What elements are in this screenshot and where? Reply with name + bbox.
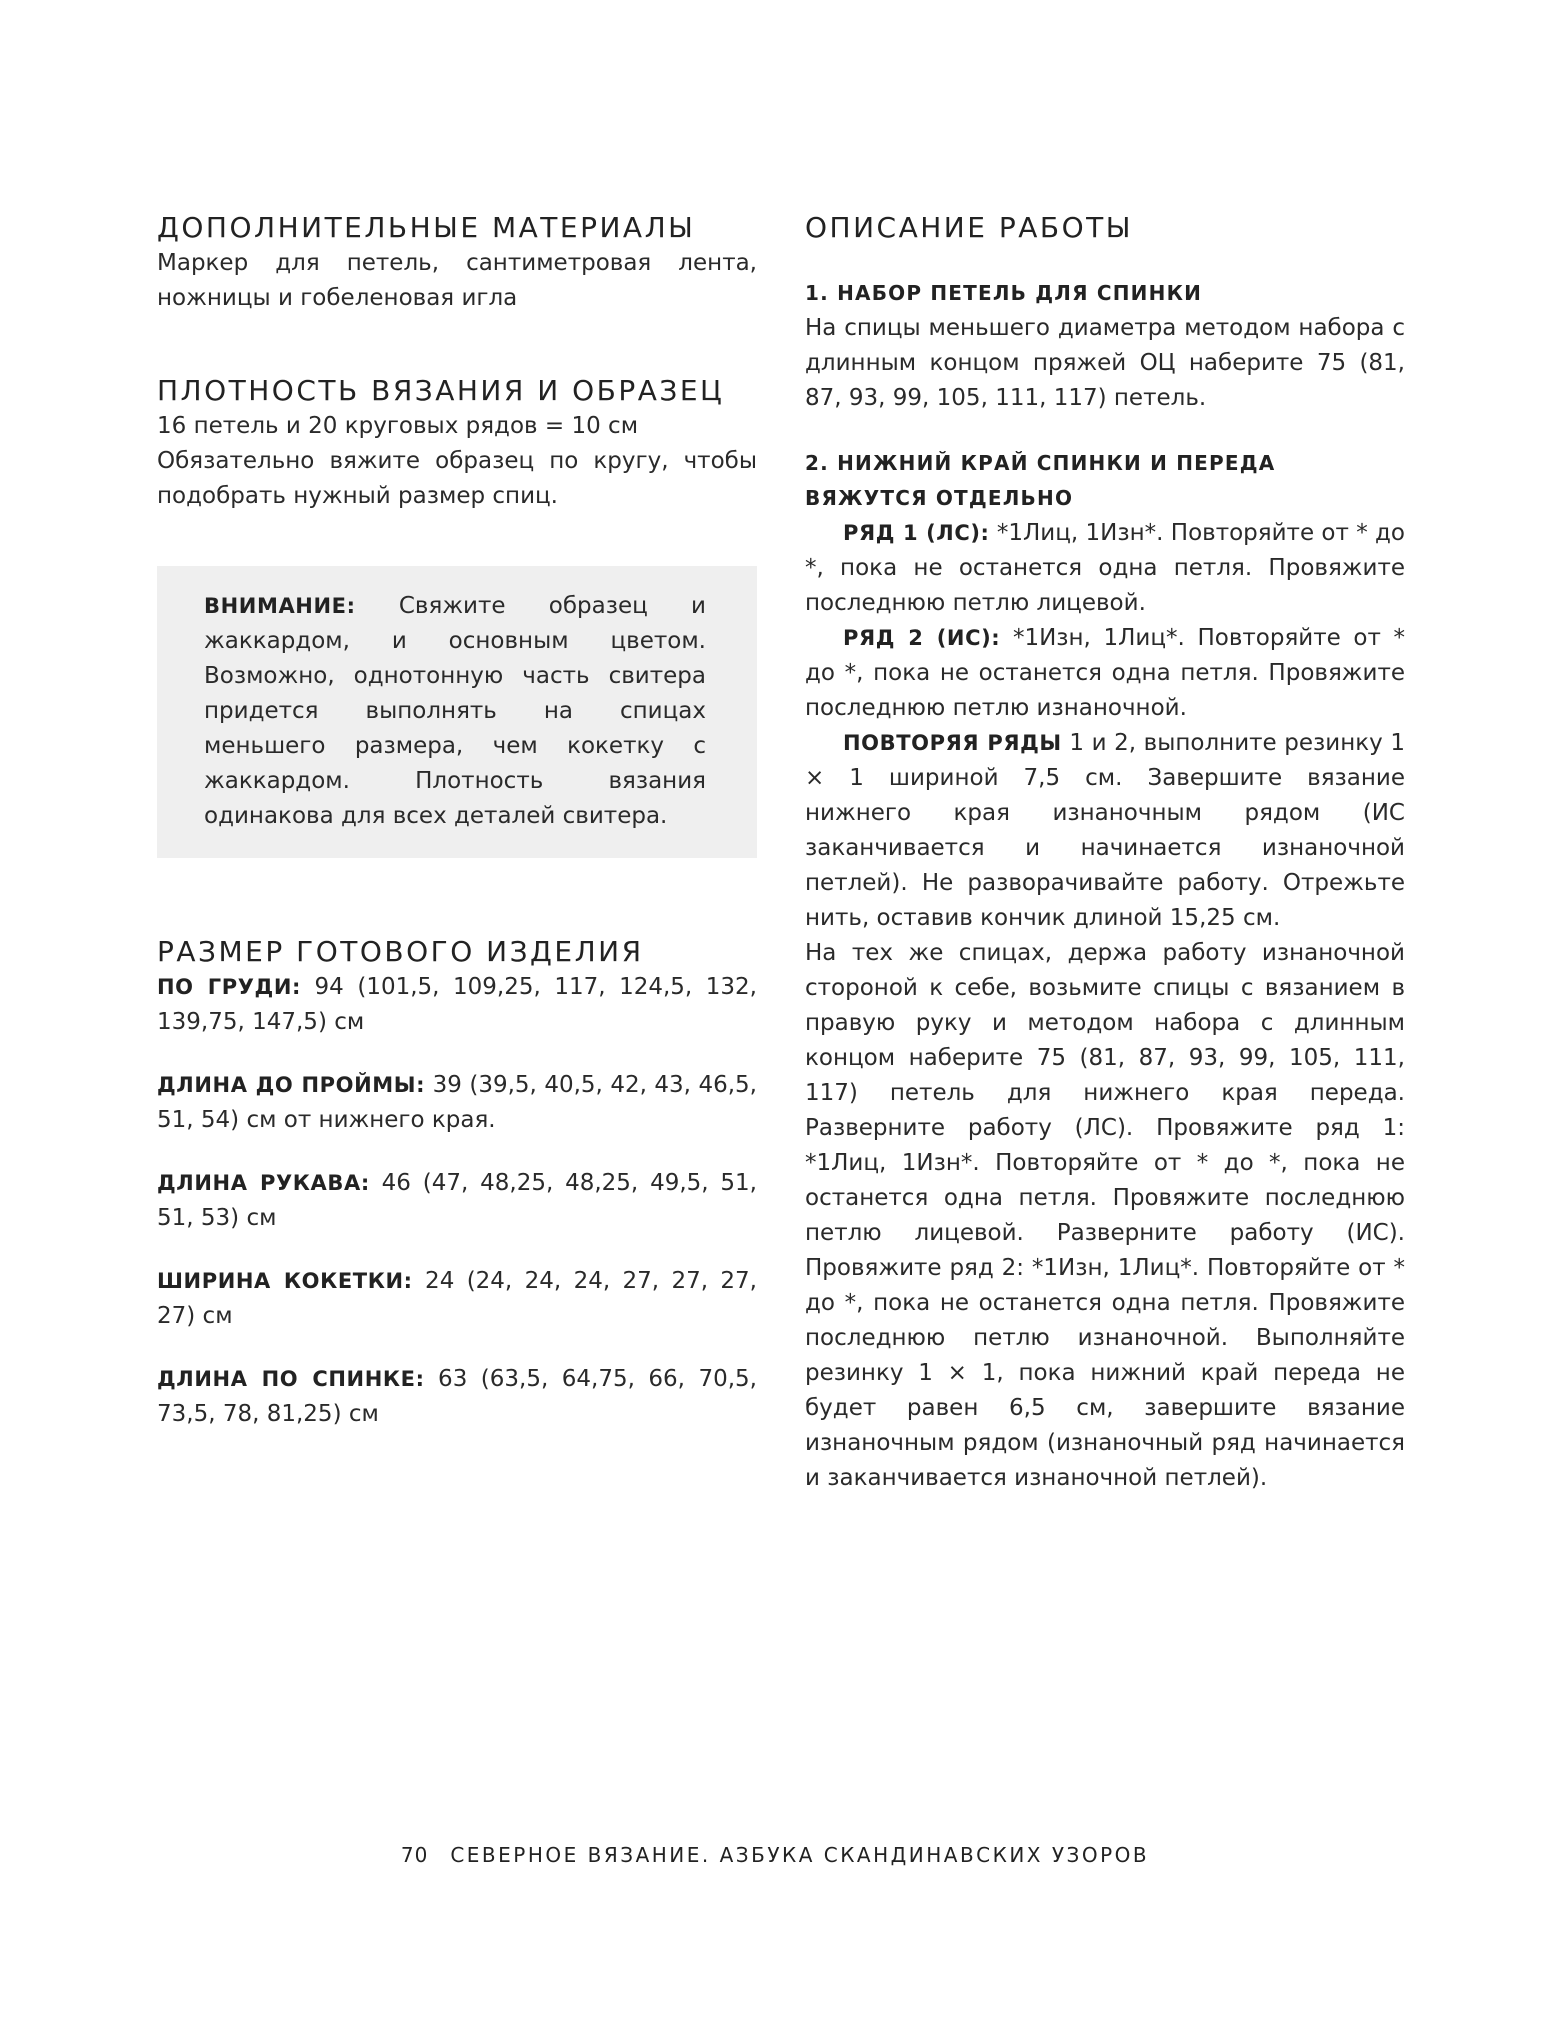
gauge-heading: ПЛОТНОСТЬ ВЯЗАНИЯ И ОБРАЗЕЦ: [157, 374, 725, 407]
size-armhole-label: ДЛИНА ДО ПРОЙМЫ:: [157, 1073, 426, 1097]
repeat-label: ПОВТОРЯЯ РЯДЫ: [843, 731, 1062, 755]
row-2-label: РЯД 2 (ИС):: [843, 626, 1001, 650]
attention-text: Свяжите образец и жаккардом, и основным цветом. Возможно, однотонную часть свитера придется выполнять на спицах меньшего размера, чем кокетку с жаккардом. Плотность вязания одинакова для всех деталей свитера.: [204, 593, 706, 829]
gauge-line-1: 16 петель и 20 круговых рядов = 10 см: [157, 413, 639, 439]
row-1-label: РЯД 1 (ЛС):: [843, 521, 990, 545]
size-chest: [157, 970, 757, 1040]
step-2-title: 2. НИЖНИЙ КРАЙ СПИНКИ И ПЕРЕДА ВЯЖУТСЯ ОТДЕЛЬНО: [805, 451, 1276, 510]
right-column: [805, 210, 1405, 1496]
attention-label: ВНИМАНИЕ:: [204, 594, 356, 618]
size-back-label: ДЛИНА ПО СПИНКЕ:: [157, 1367, 425, 1391]
instructions-heading: ОПИСАНИЕ РАБОТЫ: [805, 211, 1133, 244]
materials-heading: ДОПОЛНИТЕЛЬНЫЕ МАТЕРИАЛЫ: [157, 211, 696, 244]
size-armhole-value: 39 (39,5, 40,5, 42, 43, 46,5, 51, 54) см от нижнего края.: [157, 1072, 757, 1133]
step-2-row-2: [805, 621, 1405, 726]
size-heading: РАЗМЕР ГОТОВОГО ИЗДЕЛИЯ: [157, 935, 644, 968]
gauge-line-2: Обязательно вяжите образец по кругу, чтобы подобрать нужный размер спиц.: [157, 448, 757, 509]
size-chest-value: 94 (101,5, 109,25, 117, 124,5, 132, 139,75, 147,5) см: [157, 974, 757, 1035]
size-yoke-width: [157, 1264, 757, 1334]
step-2-repeat: [805, 726, 1405, 936]
size-sleeve-value: 46 (47, 48,25, 48,25, 49,5, 51, 51, 53) см: [157, 1170, 757, 1231]
materials-text: Маркер для петель, сантиметровая лента, ножницы и гобеленовая игла: [157, 250, 757, 311]
size-sleeve-length: [157, 1166, 757, 1236]
size-back-value: 63 (63,5, 64,75, 66, 70,5, 73,5, 78, 81,25) см: [157, 1366, 757, 1427]
step-2-row-1: [805, 516, 1405, 621]
book-title: СЕВЕРНОЕ ВЯЗАНИЕ. АЗБУКА СКАНДИНАВСКИХ УЗОРОВ: [450, 1843, 1150, 1867]
size-chest-label: ПО ГРУДИ:: [157, 975, 302, 999]
step-1-text: На спицы меньшего диаметра методом набора с длинным концом пряжей ОЦ наберите 75 (81, 87, 93, 99, 105, 111, 117) петель.: [805, 315, 1405, 411]
size-yoke-label: ШИРИНА КОКЕТКИ:: [157, 1269, 413, 1293]
row-1-text: *1Лиц, 1Изн*. Повторяйте от * до *, пока не останется одна петля. Провяжите последнюю петлю лицевой.: [805, 520, 1405, 616]
size-back-length: [157, 1362, 757, 1432]
row-2-text: *1Изн, 1Лиц*. Повторяйте от * до *, пока не останется одна петля. Провяжите последнюю петлю изнаночной.: [805, 625, 1405, 721]
left-column: [157, 210, 757, 1432]
repeat-text: 1 и 2, выполните резинку 1 × 1 шириной 7,5 см. Завершите вязание нижнего края изнаночным рядом (ИС заканчивается и начинается изнаночной петлей). Не разворачивайте работу. Отрежьте нить, оставив кончик длиной 15,25 см.: [805, 730, 1405, 931]
attention-note-box: [157, 566, 757, 858]
size-yoke-value: 24 (24, 24, 24, 27, 27, 27, 27) см: [157, 1268, 757, 1329]
size-armhole-length: [157, 1068, 757, 1138]
size-sleeve-label: ДЛИНА РУКАВА:: [157, 1171, 370, 1195]
step-1-title: 1. НАБОР ПЕТЕЛЬ ДЛЯ СПИНКИ: [805, 281, 1203, 305]
attention-note: [204, 589, 706, 834]
page-number: 70: [400, 1843, 429, 1867]
page-footer: [0, 1843, 1550, 1867]
step-2-front-paragraph: На тех же спицах, держа работу изнаночной стороной к себе, возьмите спицы с вязанием в правую руку и методом набора с длинным концом наберите 75 (81, 87, 93, 99, 105, 111, 117) петель для нижнего края переда. Разверните работу (ЛС). Провяжите ряд 1: *1Лиц, 1Изн*. Повторяйте от * до *, пока не останется одна петля. Провяжите последнюю петлю лицевой. Разверните работу (ИС). Провяжите ряд 2: *1Изн, 1Лиц*. Повторяйте от * до *, пока не останется одна петля. Провяжите последнюю петлю изнаночной. Выполняйте резинку 1 × 1, пока нижний край переда не будет равен 6,5 см, завершите вязание изнаночным рядом (изнаночный ряд начинается и заканчивается изнаночной петлей).: [805, 940, 1405, 1491]
